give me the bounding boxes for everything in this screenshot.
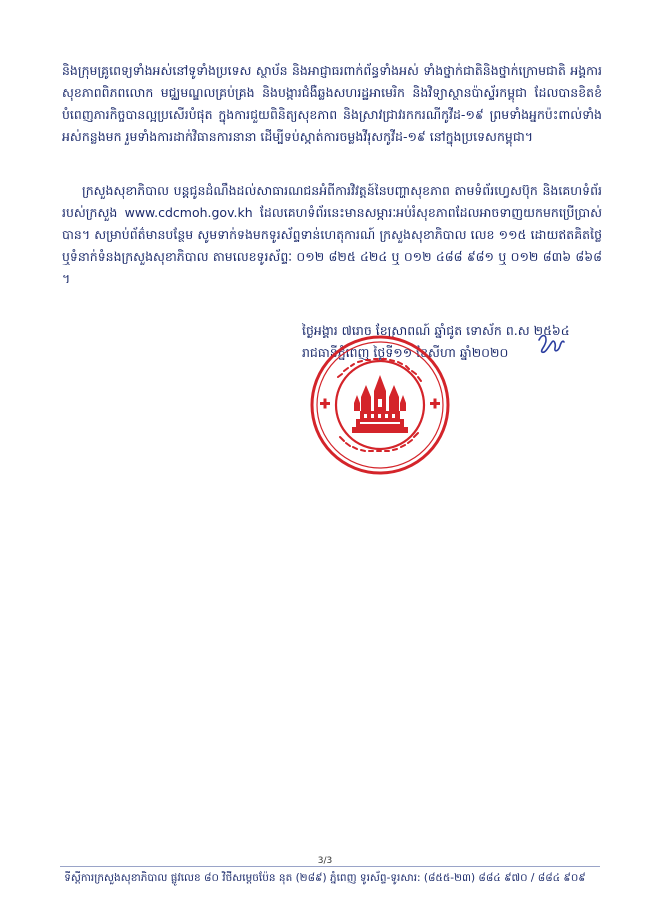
footer-address: ទីស្តីការក្រសួងសុខាភិបាល ផ្លូវលេខ ៨០ វិថីសម្តេចប៉ែន នុត (២៨៩) ភ្នំពេញ ទូរស័ព្ទ-ទូរសារ: (៨៥៥-២៣) ៨៨៤ ៩៧០ / ៨៨៤ ៩០៩	[64, 872, 586, 884]
footer-divider	[60, 866, 600, 867]
lunar-date: ថ្ងៃអង្គារ ៧រោច ខែស្រាពណ៍ ឆ្នាំជូត ទោស័ក ព.ស ២៥៦៤	[302, 323, 570, 338]
solar-date: រាជធានីភ្នំពេញ ថ្ងៃទី១១ ខែសីហា ឆ្នាំ២០២០	[302, 345, 509, 360]
page-number: 3/3	[0, 856, 650, 866]
body-paragraph-2: ក្រសួងសុខាភិបាល បន្តជូនដំណឹងដល់សាធារណជនអំពីការវិវត្តន៍នៃបញ្ហាសុខភាព តាមទំព័រហ្វេសប៊ុក និងគេហទំព័ររបស់ក្រសួង www.cdcmoh.gov.kh ដែលគេហទំព័រនេះមានសម្ភារៈអប់រំសុខភាពដែលអាចទាញយកមកប្រើប្រាស់បាន។ សម្រាប់ព័ត៌មានបន្ថែម សូមទាក់ទងមកទូរស័ព្ទទាន់ហេតុការណ៍ ក្រសួងសុខាភិបាល លេខ ១១៥ ដោយឥតគិតថ្លៃ ឬទំនាក់ទំនងក្រសួងសុខាភិបាល តាមលេខទូរស័ព្ទៈ ០១២ ៨២៥ ៤២៤ ឬ ០១២ ៤៨៨ ៩៨១ ឬ ០១២ ៨៣៦ ៨៦៨ ។	[62, 183, 602, 286]
signature-icon	[536, 332, 566, 358]
body-paragraph-1: និងក្រុមគ្រូពេទ្យទាំងអស់នៅទូទាំងប្រទេស ស្ថាប័ន និងអាជ្ញាធរពាក់ព័ន្ធទាំងអស់ ទាំងថ្នាក់ជាតិនិងថ្នាក់ក្រោមជាតិ អង្គការសុខភាពពិភពលោក មជ្ឈមណ្ឌលគ្រប់គ្រង និងបង្ការជំងឺឆ្លងសហរដ្ឋអាមេរិក និងវិទ្យាស្ថានប៉ាស្ទ័រកម្ពុជា ដែលបានខិតខំបំពេញភារកិច្ចបានល្អប្រសើរបំផុត ក្នុងការជួយពិនិត្យសុខភាព និងស្រាវជ្រាវរកករណីកូវីដ-១៩ ព្រមទាំងអ្នកប៉ះពាល់ទាំងអស់កន្លងមក រួមទាំងការដាក់វិធានការនានា ដើម្បីទប់ស្កាត់ការចម្លងវីរុសកូវីដ-១៩ នៅក្នុងប្រទេសកម្ពុជា។	[62, 63, 602, 144]
ministry-seal-icon	[308, 333, 452, 477]
